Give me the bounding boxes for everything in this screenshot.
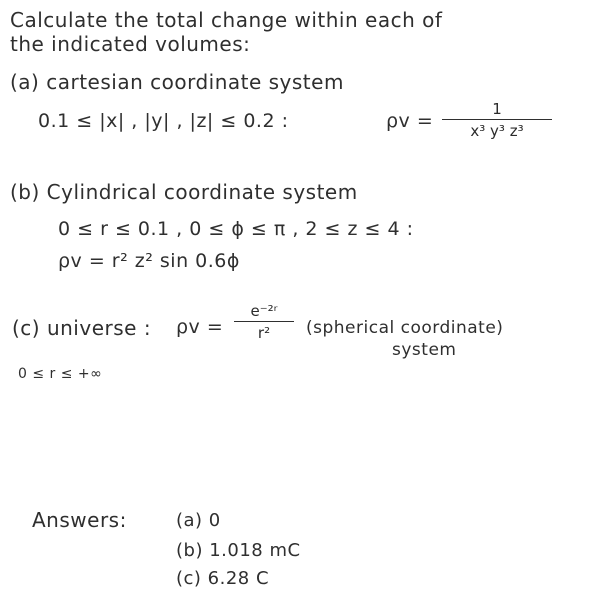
part-c-note-line-2: system [392, 340, 457, 360]
part-c-note-line-1: (spherical coordinate) [306, 318, 504, 338]
part-c-density-fraction [234, 302, 294, 342]
part-c-density-denominator: r² [257, 324, 271, 342]
part-b-bounds: 0 ≤ r ≤ 0.1 , 0 ≤ ϕ ≤ π , 2 ≤ z ≤ 4 : [58, 218, 414, 240]
intro-line-1: Calculate the total change within each of [10, 8, 443, 32]
part-c-range: 0 ≤ r ≤ +∞ [18, 366, 103, 382]
part-c-heading: (c) universe : [12, 316, 152, 340]
intro-line-2: the indicated volumes: [10, 32, 251, 56]
fraction-bar [234, 321, 294, 322]
part-a-density-numerator: 1 [492, 100, 502, 118]
fraction-bar [442, 119, 552, 120]
part-a-heading: (a) cartesian coordinate system [10, 70, 344, 94]
part-c-density-label: ρv = [176, 316, 224, 338]
part-a-density-label: ρv = [386, 110, 434, 132]
part-a-bounds: 0.1 ≤ |x| , |y| , |z| ≤ 0.2 : [38, 110, 289, 132]
part-b-density: ρv = r² z² sin 0.6ϕ [58, 250, 240, 272]
answer-b: (b) 1.018 mC [176, 540, 301, 561]
part-c-density-numerator: e⁻²ʳ [250, 302, 278, 320]
part-a-density-denominator: x³ y³ z³ [470, 122, 524, 140]
part-b-heading: (b) Cylindrical coordinate system [10, 180, 358, 204]
answers-label: Answers: [32, 508, 127, 532]
part-a-density-fraction [442, 100, 552, 140]
answer-a: (a) 0 [176, 510, 221, 531]
answer-c: (c) 6.28 C [176, 568, 270, 589]
